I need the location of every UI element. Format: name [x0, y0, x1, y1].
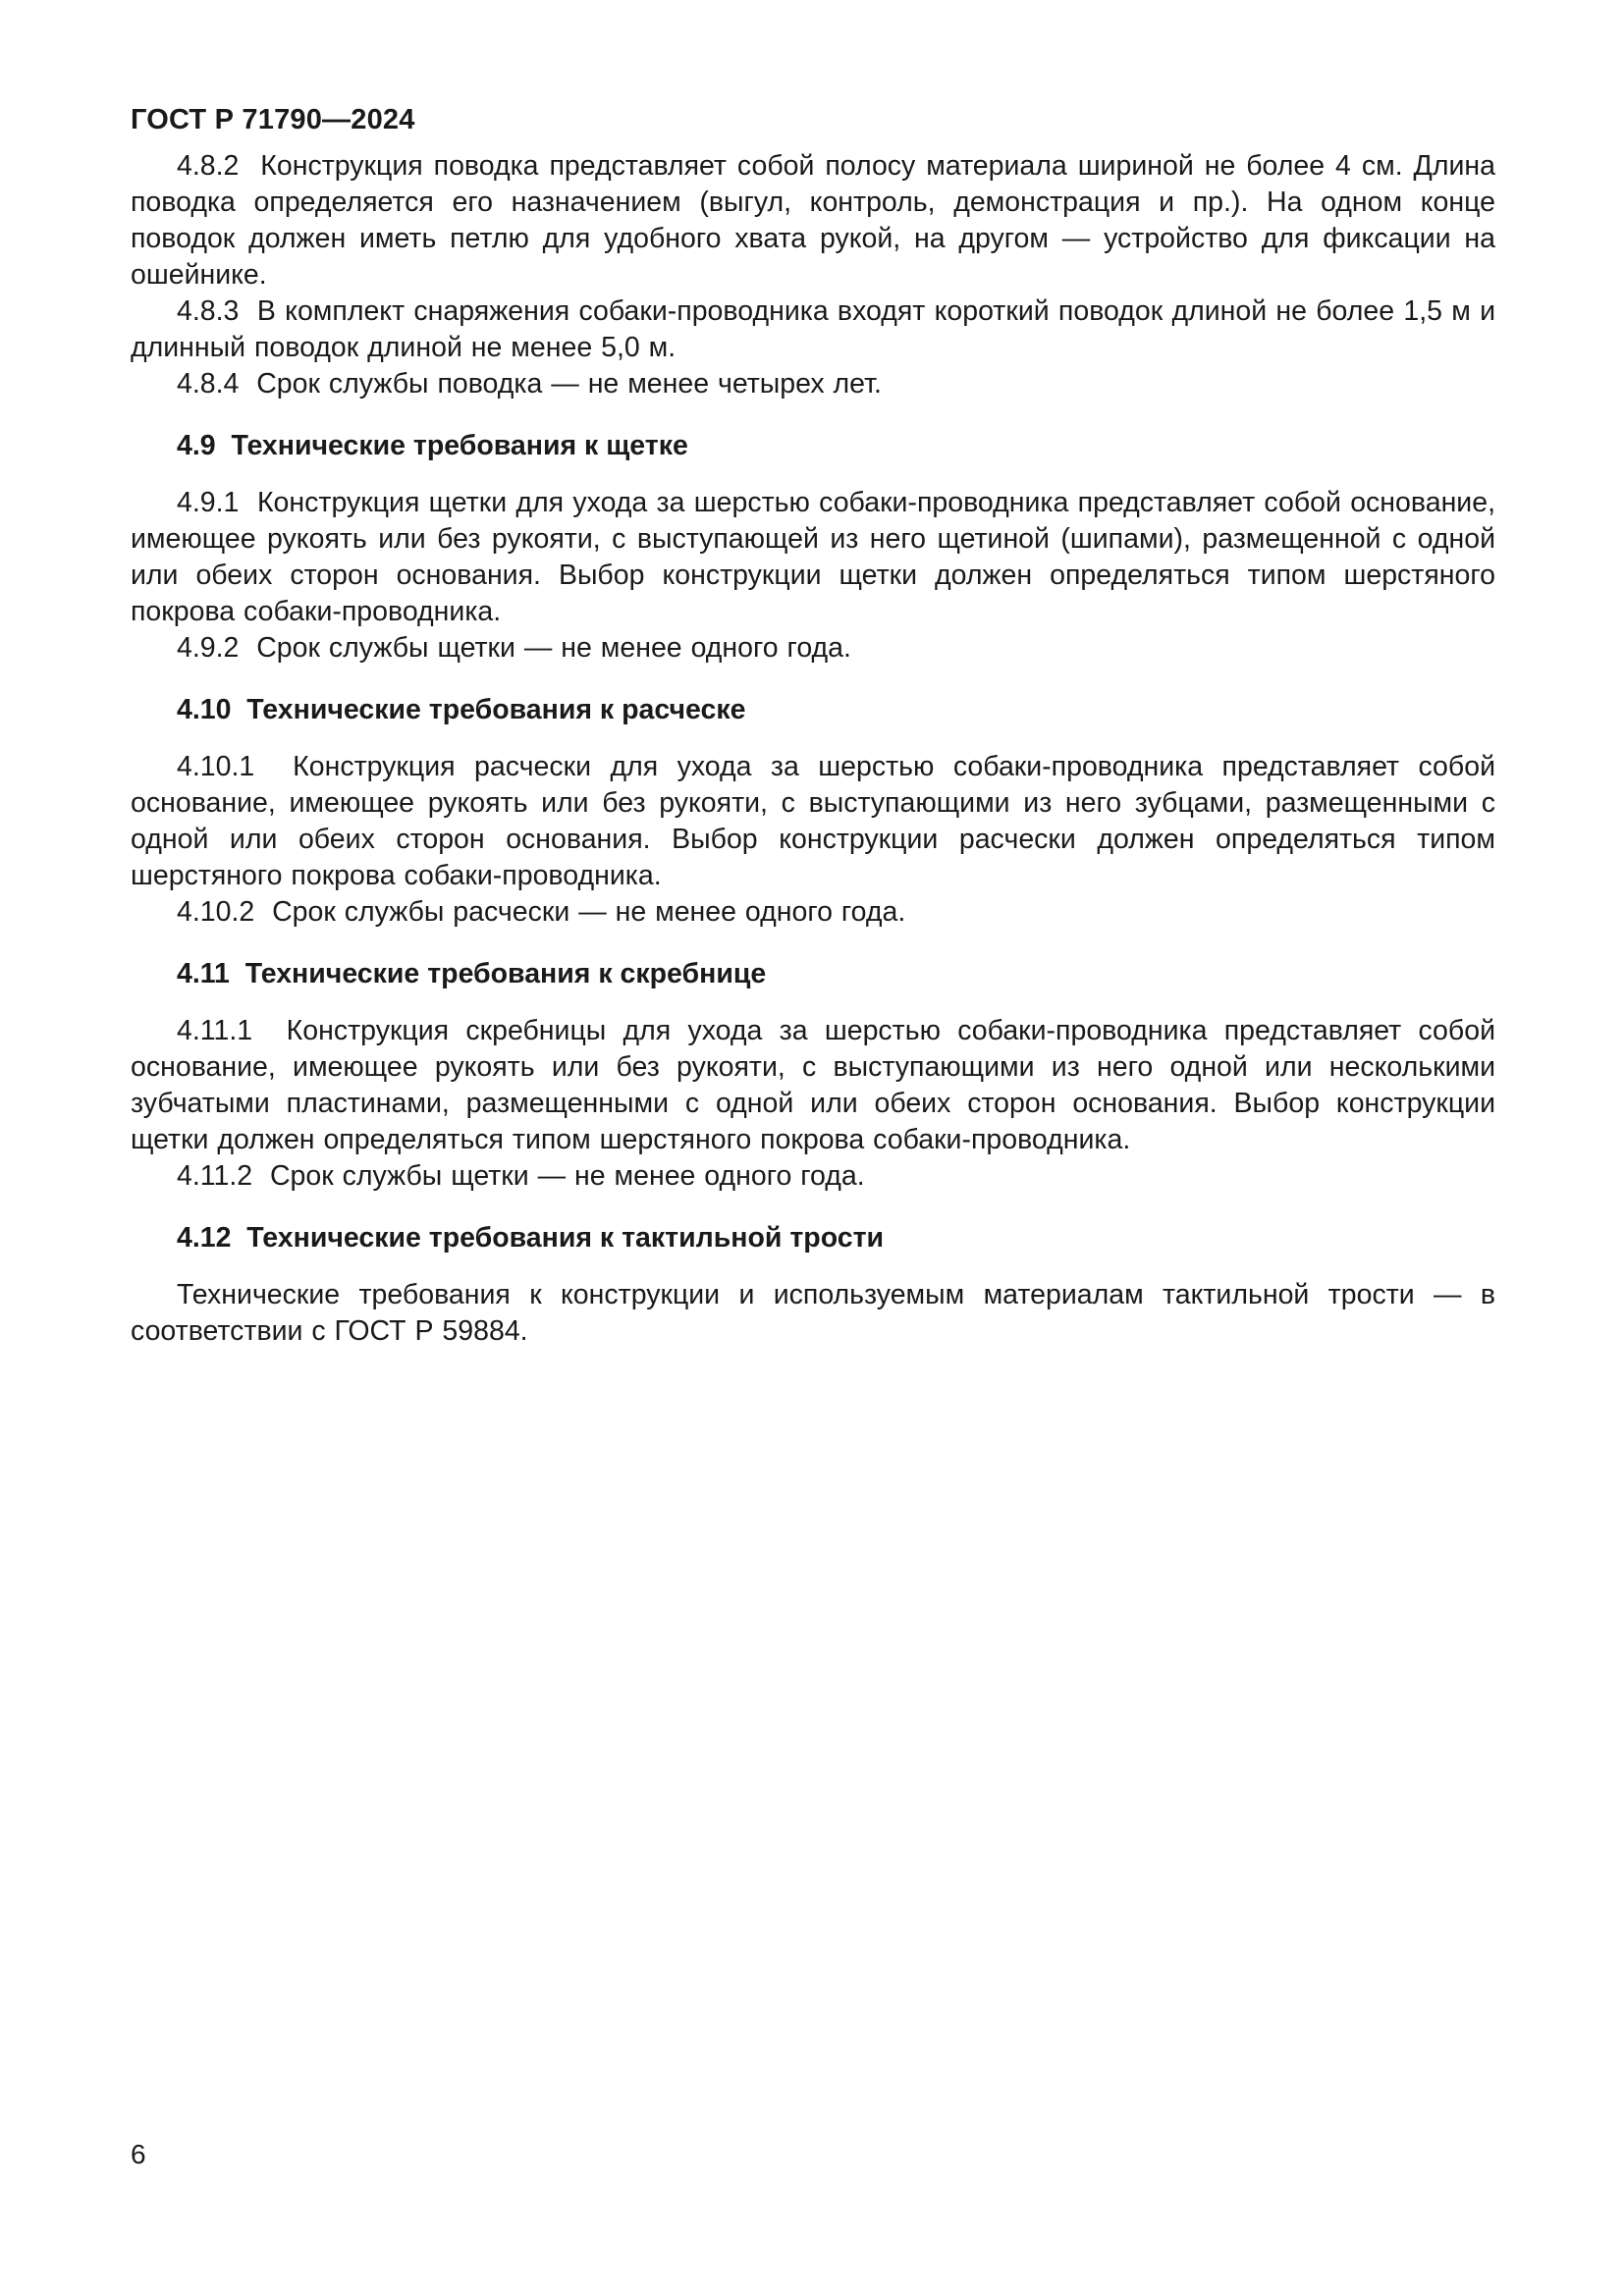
document-code-header: ГОСТ Р 71790—2024	[131, 104, 415, 135]
paragraph-4-9-1: 4.9.1 Конструкция щетки для ухода за шерстью собаки-проводника представляет собой основание, имеющее рукоять или без рукояти, с выступающей из него щетиной (шипами), размещенной с одной или обеих сторон основания. Выбор конструкции щетки должен определяться типом шерстяного покрова собаки-проводника.	[131, 487, 1495, 627]
paragraph-4-12-body: Технические требования к конструкции и используемым материалам тактильной трости — в соответствии с ГОСТ Р 59884.	[131, 1279, 1495, 1347]
paragraph-4-8-2: 4.8.2 Конструкция поводка представляет собой полосу материала шириной не более 4 см. Длина поводка определяется его назначением (выгул, контроль, демонстрация и пр.). На одном конце поводок должен иметь петлю для удобного хвата рукой, на другом — устройство для фиксации на ошейнике.	[131, 150, 1495, 291]
section-heading-4-11: 4.11 Технические требования к скребнице	[177, 958, 767, 989]
section-heading-4-9: 4.9 Технические требования к щетке	[177, 430, 688, 461]
page-number: 6	[131, 2139, 146, 2169]
paragraph-4-10-2: 4.10.2 Срок службы расчески — не менее одного года.	[177, 896, 906, 928]
paragraph-4-11-2: 4.11.2 Срок службы щетки — не менее одного года.	[177, 1160, 865, 1192]
paragraph-4-9-2: 4.9.2 Срок службы щетки — не менее одного года.	[177, 632, 851, 664]
section-heading-4-10: 4.10 Технические требования к расческе	[177, 694, 746, 725]
paragraph-4-10-1: 4.10.1 Конструкция расчески для ухода за шерстью собаки-проводника представляет собой основание, имеющее рукоять или без рукояти, с выступающими из него зубцами, размещенными с одной или обеих сторон основания. Выбор конструкции расчески должен определяться типом шерстяного покрова собаки-проводника.	[131, 751, 1495, 891]
paragraph-4-8-4: 4.8.4 Срок службы поводка — не менее четырех лет.	[177, 368, 882, 400]
document-content	[131, 102, 1495, 1350]
paragraph-4-11-1: 4.11.1 Конструкция скребницы для ухода за шерстью собаки-проводника представляет собой основание, имеющее рукоять или без рукояти, с выступающими из него одной или несколькими зубчатыми пластинами, размещенными с одной или обеих сторон основания. Выбор конструкции щетки должен определяться типом шерстяного покрова собаки-проводника.	[131, 1015, 1495, 1155]
section-heading-4-12: 4.12 Технические требования к тактильной трости	[177, 1222, 885, 1254]
paragraph-4-8-3: 4.8.3 В комплект снаряжения собаки-проводника входят короткий поводок длиной не более 1,5 м и длинный поводок длиной не менее 5,0 м.	[131, 295, 1495, 363]
